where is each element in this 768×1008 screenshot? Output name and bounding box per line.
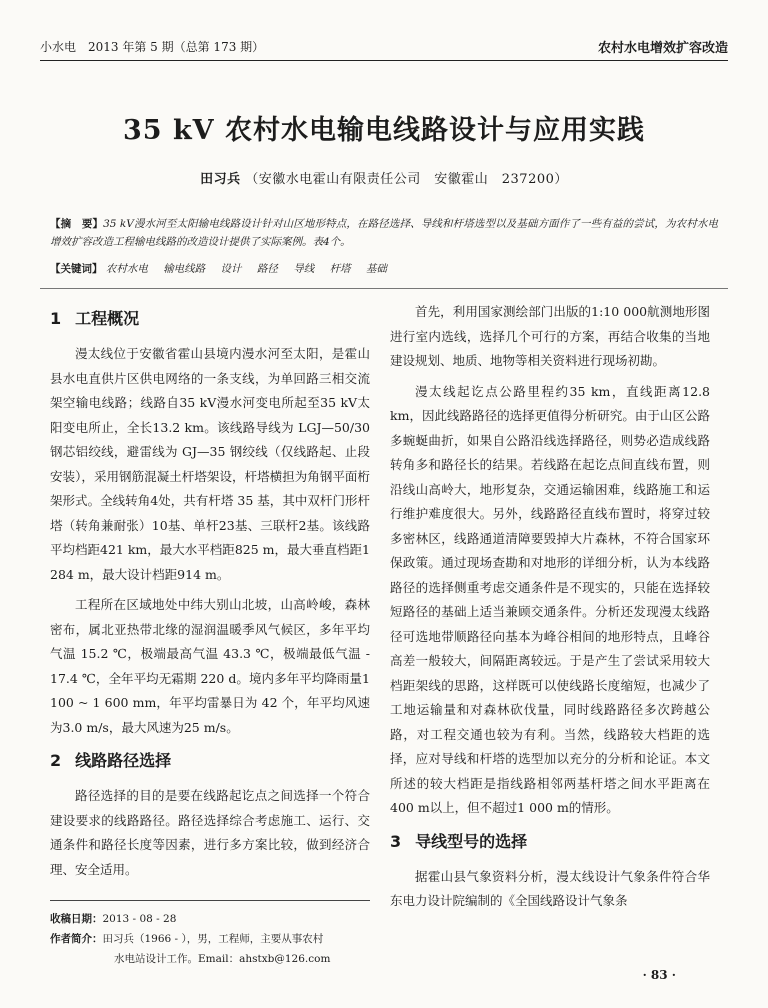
- keyword: 路径: [256, 263, 278, 275]
- keyword: 导线: [293, 263, 315, 275]
- paragraph: 首先，利用国家测绘部门出版的1:10 000航测地形图进行室内选线，选择几个可行的方案，再结合收集的当地建设规划、地质、地物等相关资料进行现场初勘。: [390, 304, 710, 368]
- divider: [40, 288, 728, 289]
- footnote: [50, 900, 370, 969]
- keyword: 农村水电: [105, 263, 148, 275]
- paragraph: 漫太线位于安徽省霍山县境内漫水河至太阳，是霍山县水电直供片区供电网络的一条支线，为单回路三相交流架空输电线路；线路自35 kV漫水河变电所起至35 kV太阳变电所止，全长13.2 km。该线路导线为 LGJ—50/30 钢芯铝绞线，避雷线为 GJ—35 钢绞线（仅线路起、止段安装），采用钢筋混凝土杆塔架设，杆塔横担为角钢平面桁架形式。全线转角4处，共有杆塔 35 基，其中双杆门形杆塔（转角兼耐张）10基、单杆23基、三联杆2基。该线路平均档距421 km，最大水平档距825 m，最大垂直档距1 284 m，最大设计档距914 m。: [50, 346, 370, 582]
- author-line: [40, 168, 728, 187]
- paragraph: 据霍山县气象资料分析，漫太线设计气象条件符合华东电力设计院编制的《全国线路设计气象条: [390, 868, 710, 908]
- keywords: [50, 261, 718, 276]
- article-title: 35 kV 农村水电输电线路设计与应用实践: [122, 115, 646, 146]
- section-heading-2: 2 线路路径选择: [50, 751, 172, 770]
- paragraph: 路径选择的目的是要在线路起讫点之间选择一个符合建设要求的线路路径。路径选择综合考虑施工、运行、交通条件和路径长度等因素，进行多方案比较，做到经济合理、安全适用。: [50, 788, 370, 877]
- author-name: 田习兵: [200, 172, 241, 187]
- section-heading-3: 3 导线型号的选择: [390, 831, 528, 851]
- paragraph: 工程所在区域地处中纬大别山北坡，山高岭峻，森林密布，属北亚热带北缘的湿润温暖季风气候区，多年平均气温 15.2 ℃，极端最高气温 43.3 ℃，极端最低气温 - 17.4 ℃，全年平均无霜期 220 d。境内多年平均降雨量1 100 ~ 1 600 mm，年平均雷暴日为 42 个，年平均风速为3.0 m/s，最大风速为25 m/s。: [50, 597, 370, 735]
- keyword: 基础: [365, 263, 387, 275]
- journal-info: 小水电 2013 年第 5 期（总第 173 期）: [40, 40, 265, 54]
- abstract-text: 35 kV漫水河至太阳输电线路设计针对山区地形特点，在路径选择、导线和杆塔选型以及基础方面作了一些有益的尝试，为农村水电增效扩容改造工程输电线路的改造设计提供了实际案例。表4个。: [50, 218, 718, 248]
- page-number: · 83 ·: [642, 968, 676, 982]
- abstract: [50, 215, 718, 251]
- left-column: [50, 300, 370, 888]
- keyword: 杆塔: [329, 263, 351, 275]
- author-bio-cont: 水电站设计工作。Email：ahstxb@126.com: [114, 953, 331, 965]
- paragraph: 漫太线起讫点公路里程约35 km，直线距离12.8 km，因此线路路径的选择更值得分析研究。由于山区公路多蜿蜒曲折，如果自公路沿线选择路径，则势必造成线路转角多和路径长的结果。若线路在起讫点间直线布置，则沿线山高岭大，地形复杂，交通运输困难，线路施工和运行维护难度很大。另外，线路路径直线布置时，将穿过较多密林区，线路通道清障要毁掉大片森林，不符合国家环保政策。通过现场查勘和对地形的详细分析，认为本线路路径的选择侧重考虑交通条件是不现实的，只能在选择较短路径的基础上适当兼顾交通条件。分析还发现漫太线路径可选地带顺路径向基本为峰谷相间的地形特点，且峰谷高差一般较大，间隔距离较远。于是产生了尝试采用较大档距架线的思路，这样既可以使线路长度缩短，也减少了工地运输量和对森林砍伐量，同时线路路径多次跨越公路，对工程交通也较为有利。当然，线路较大档距的选择，应对导线和杆塔的选型加以充分的分析和论证。本文所述的较大档距是指线路相邻两基杆塔之间水平距离在400 m以上，但不超过1 000 m的情形。: [390, 383, 710, 815]
- keyword: 设计: [220, 263, 242, 275]
- keyword: 输电线路: [163, 263, 206, 275]
- received-date: 收稿日期：2013 - 08 - 28: [50, 913, 177, 925]
- author-affiliation: （安徽水电霍山有限责任公司 安徽霍山 237200）: [245, 172, 568, 187]
- keywords-label: 【关键词】: [50, 263, 103, 275]
- author-bio: 作者简介：田习兵（1966 - ），男，工程师，主要从事农村: [50, 933, 324, 945]
- right-column: [390, 300, 710, 920]
- running-header: [40, 36, 728, 61]
- section-name: 农村水电增效扩容改造: [597, 41, 728, 56]
- abstract-label: 【摘 要】: [50, 218, 104, 230]
- section-heading-1: 1 工程概况: [50, 309, 140, 328]
